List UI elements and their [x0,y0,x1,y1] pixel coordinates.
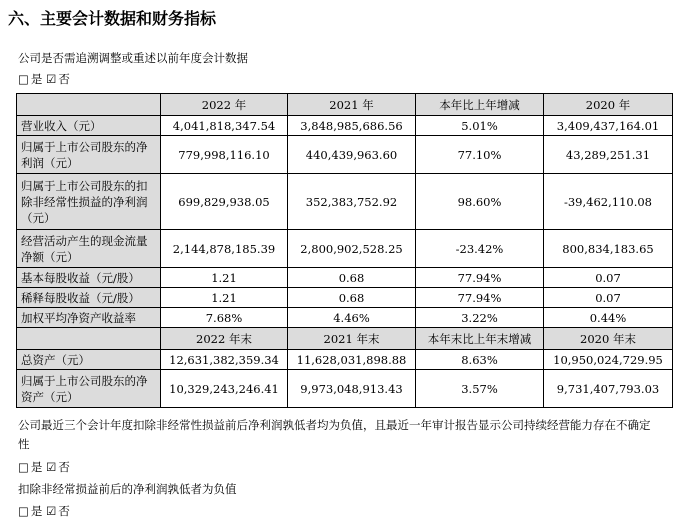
header-cell: 本年比上年增减 [416,94,544,116]
table-row [17,370,673,408]
table-row [17,288,673,308]
question-negative-profit: 扣除非经常损益前后的净利润孰低者为负值 [18,482,237,496]
cell-value: 352,383,752.92 [288,174,416,230]
table-row [17,116,673,136]
unchecked-box-icon[interactable]: □ [18,504,29,518]
table-row [17,136,673,174]
table-row [17,230,673,268]
choice-yes-label: 是 [30,72,43,86]
cell-value: 77.94% [416,288,544,308]
row-label: 基本每股收益（元/股） [17,268,161,288]
financial-data-table [16,93,673,408]
cell-value: 11,628,031,898.88 [288,350,416,370]
cell-value: 699,829,938.05 [161,174,288,230]
row-label: 归属于上市公司股东的净资产（元） [17,370,161,408]
cell-value: 7.68% [161,308,288,328]
cell-value: 1.21 [161,268,288,288]
cell-value: 0.44% [544,308,673,328]
row-label: 总资产（元） [17,350,161,370]
choice-no-label: 否 [58,504,70,518]
cell-value: 0.07 [544,268,673,288]
choice-row-1 [18,71,70,87]
cell-value: 800,834,183.65 [544,230,673,268]
table-row [17,174,673,230]
checked-box-icon[interactable]: ☑ [46,72,57,86]
row-label: 归属于上市公司股东的扣除非经常性损益的净利润（元） [17,174,161,230]
unchecked-box-icon[interactable]: □ [18,72,29,86]
row-label: 营业收入（元） [17,116,161,136]
header-cell: 2022 年 [161,94,288,116]
header-cell: 2021 年末 [288,328,416,350]
cell-value: 3,409,437,164.01 [544,116,673,136]
table-row [17,350,673,370]
cell-value: 12,631,382,359.34 [161,350,288,370]
cell-value: 2,144,878,185.39 [161,230,288,268]
checked-box-icon[interactable]: ☑ [46,504,57,518]
cell-value: 3.22% [416,308,544,328]
cell-value: 3.57% [416,370,544,408]
cell-value: 77.10% [416,136,544,174]
header-cell: 2020 年 [544,94,673,116]
header-cell: 2020 年末 [544,328,673,350]
cell-value: 2,800,902,528.25 [288,230,416,268]
cell-value: 77.94% [416,268,544,288]
section-heading: 六、主要会计数据和财务指标 [8,9,217,28]
cell-value: -39,462,110.08 [544,174,673,230]
table-row [17,308,673,328]
cell-value: 440,439,963.60 [288,136,416,174]
question-restatement: 公司是否需追溯调整或重述以前年度会计数据 [18,51,248,65]
cell-value: 1.21 [161,288,288,308]
table-header-row [17,94,673,116]
choice-yes-label: 是 [30,504,43,518]
header-cell: 本年末比上年末增减 [416,328,544,350]
cell-value: 9,731,407,793.03 [544,370,673,408]
unchecked-box-icon[interactable]: □ [18,460,29,474]
row-label: 稀释每股收益（元/股） [17,288,161,308]
checked-box-icon[interactable]: ☑ [46,460,57,474]
choice-yes-label: 是 [30,460,43,474]
choice-row-2 [18,459,70,475]
row-label: 经营活动产生的现金流量净额（元） [17,230,161,268]
cell-value: 8.63% [416,350,544,370]
cell-value: 4,041,818,347.54 [161,116,288,136]
cell-value: 5.01% [416,116,544,136]
cell-value: 10,950,024,729.95 [544,350,673,370]
header-cell: 2022 年末 [161,328,288,350]
cell-value: 10,329,243,246.41 [161,370,288,408]
cell-value: 0.07 [544,288,673,308]
header-cell [17,328,161,350]
choice-no-label: 否 [58,460,70,474]
cell-value: 4.46% [288,308,416,328]
header-cell [17,94,161,116]
row-label: 加权平均净资产收益率 [17,308,161,328]
row-label: 归属于上市公司股东的净利润（元） [17,136,161,174]
question-going-concern: 公司最近三个会计年度扣除非经常性损益前后净利润孰低者均为负值，且最近一年审计报告显示公司持续经营能力存在不确定性 [18,418,651,451]
cell-value: 9,973,048,913.43 [288,370,416,408]
cell-value: -23.42% [416,230,544,268]
choice-no-label: 否 [58,72,70,86]
choice-row-3 [18,503,70,519]
table-header-row [17,328,673,350]
cell-value: 3,848,985,686.56 [288,116,416,136]
table-row [17,268,673,288]
cell-value: 98.60% [416,174,544,230]
cell-value: 0.68 [288,288,416,308]
header-cell: 2021 年 [288,94,416,116]
cell-value: 43,289,251.31 [544,136,673,174]
cell-value: 0.68 [288,268,416,288]
cell-value: 779,998,116.10 [161,136,288,174]
